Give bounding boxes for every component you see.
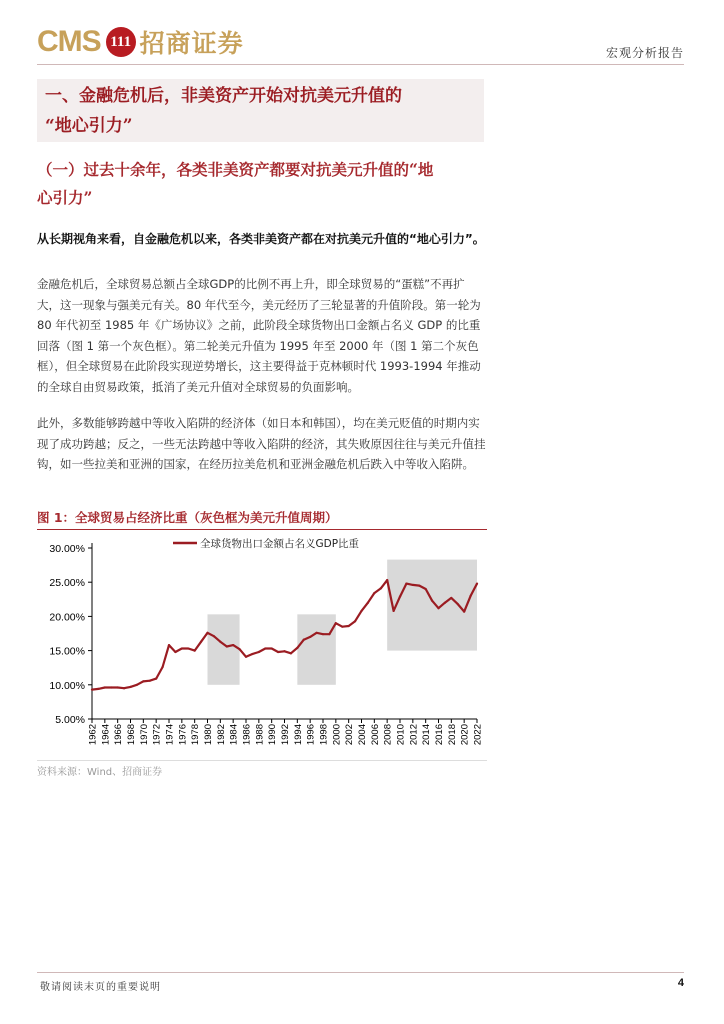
x-tick-label: 1962	[87, 724, 99, 746]
subsection-heading	[37, 156, 487, 212]
legend-label: 全球货物出口金额占名义GDP比重	[200, 538, 360, 550]
section-title-line2: “地心引力”	[45, 116, 133, 136]
data-point	[168, 644, 170, 646]
data-point	[418, 585, 420, 587]
x-tick-label: 1988	[254, 724, 266, 746]
data-point	[457, 603, 459, 605]
data-point	[200, 641, 202, 643]
data-point	[341, 626, 343, 628]
footer-disclaimer: 敬请阅读末页的重要说明	[40, 982, 161, 993]
data-point	[399, 595, 401, 597]
trade-share-line-chart	[37, 533, 487, 759]
x-tick-label: 1992	[280, 724, 291, 746]
data-point	[380, 587, 382, 589]
usd-appreciation-shade-2	[297, 614, 336, 684]
data-point	[149, 680, 151, 682]
logo-text: CMS	[37, 25, 101, 58]
data-point	[142, 680, 144, 682]
data-point	[296, 647, 298, 649]
data-point	[251, 653, 253, 655]
data-point	[174, 651, 176, 653]
data-point	[258, 651, 260, 653]
data-point	[360, 610, 362, 612]
data-point	[437, 607, 439, 609]
x-tick-label: 2018	[446, 724, 458, 746]
data-point	[328, 633, 330, 635]
data-point	[315, 632, 317, 634]
y-tick-label: 25.00%	[49, 577, 85, 590]
x-tick-label: 1990	[267, 724, 279, 746]
x-tick-label: 1966	[113, 724, 125, 746]
x-tick-label: 1994	[292, 724, 304, 746]
logo-company-name: 招商证券	[139, 29, 244, 58]
data-point	[206, 632, 208, 634]
footer-divider	[37, 972, 684, 973]
x-tick-label: 1986	[241, 724, 253, 746]
data-point	[97, 688, 99, 690]
data-point	[123, 687, 125, 689]
data-point	[264, 647, 266, 649]
data-point	[219, 641, 221, 643]
data-point	[161, 666, 163, 668]
data-point	[213, 635, 215, 637]
x-tick-label: 1964	[100, 724, 112, 746]
lead-sentence: 从长期视角来看，自金融危机以来，各类非美资产都在对抗美元升值的“地心引力”。	[37, 232, 485, 246]
subsection-title-line2: 心引力”	[37, 188, 93, 207]
y-tick-label: 30.00%	[49, 543, 85, 555]
x-tick-label: 2000	[331, 724, 343, 746]
figure-source: 资料来源：Wind、招商证券	[37, 760, 487, 778]
data-point	[187, 647, 189, 649]
x-tick-label: 2004	[357, 724, 368, 746]
data-point	[110, 686, 112, 688]
x-tick-label: 2022	[472, 724, 484, 746]
data-point	[226, 645, 228, 647]
data-point	[354, 620, 356, 622]
report-type: 宏观分析报告	[605, 46, 684, 60]
x-tick-label: 1998	[318, 724, 330, 746]
x-tick-label: 1984	[228, 724, 240, 746]
y-tick-label: 10.00%	[49, 679, 85, 692]
data-point	[476, 582, 478, 584]
x-tick-label: 2002	[344, 724, 356, 746]
data-point	[194, 650, 196, 652]
data-point	[290, 652, 292, 654]
y-tick-label: 20.00%	[49, 611, 85, 624]
data-point	[309, 636, 311, 638]
data-point	[91, 688, 93, 690]
x-tick-label: 2014	[421, 724, 433, 746]
data-point	[450, 597, 452, 599]
x-tick-label: 1968	[126, 724, 137, 746]
x-tick-label: 1972	[151, 724, 163, 746]
data-point	[425, 588, 427, 590]
data-point	[469, 595, 471, 597]
data-point	[271, 647, 273, 649]
x-tick-label: 2008	[382, 724, 394, 746]
header-divider	[37, 64, 684, 65]
data-point	[348, 625, 350, 627]
page-number: 4	[677, 977, 684, 989]
data-point	[283, 650, 285, 652]
data-point	[104, 686, 106, 688]
x-tick-label: 1976	[177, 724, 189, 746]
data-point	[335, 622, 337, 624]
data-point	[392, 610, 394, 612]
data-point	[303, 639, 305, 641]
x-tick-label: 1974	[164, 724, 176, 746]
data-point	[386, 579, 388, 581]
data-point	[431, 600, 433, 602]
x-tick-label: 2010	[395, 724, 407, 746]
data-point	[322, 633, 324, 635]
figure-title-rule	[37, 529, 487, 530]
x-tick-label: 2016	[434, 724, 445, 746]
body-paragraph-1: 金融危机后，全球贸易总额占全球GDP的比例不再上升，即全球贸易的“蛋糕”不再扩大，这一现象与强美元有关。80 年代至今，美元经历了三轮显著的升值阶段。第一轮为 80 年代初至 1985 年《广场协议》之前，此阶段全球货物出口金额占名义 GDP 的比重回落（图 1 第一个灰色框）。第二轮美元升值为 1995 年至 2000 年（图 1 第二个灰色框），但全球贸易在此阶段实现逆势增长，这主要得益于克林顿时代 1993-1994 年推动的全球自由贸易政策，抵消了美元升值对全球贸易的负面影响。	[37, 277, 481, 394]
data-point	[444, 602, 446, 604]
data-point	[463, 611, 465, 613]
x-tick-label: 1996	[305, 724, 317, 746]
data-point	[181, 647, 183, 649]
data-point	[405, 582, 407, 584]
x-tick-label: 2006	[369, 724, 381, 746]
body-paragraph-2: 此外，多数能够跨越中等收入陷阱的经济体（如日本和韩国），均在美元贬值的时期内实现了成功跨越；反之，一些无法跨越中等收入陷阱的经济，其失败原因往往与美元升值挂钩，如一些拉美和亚洲的国家，在经历拉美危机和亚洲金融危机后跌入中等收入陷阱。	[37, 416, 486, 471]
subsection-title-line1: （一）过去十余年，各类非美资产都要对抗美元升值的“地	[37, 160, 434, 179]
section-heading-box	[37, 79, 484, 142]
data-point	[232, 644, 234, 646]
x-tick-label: 1978	[190, 724, 202, 746]
usd-appreciation-shade-1	[208, 614, 240, 684]
cms-logo	[37, 24, 244, 60]
x-tick-label: 2012	[408, 724, 420, 746]
logo-seal-icon: 111	[106, 27, 136, 57]
data-point	[367, 602, 369, 604]
data-point	[245, 656, 247, 658]
data-point	[373, 592, 375, 594]
data-point	[155, 678, 157, 680]
data-point	[277, 651, 279, 653]
data-point	[129, 686, 131, 688]
x-tick-label: 1982	[215, 724, 227, 746]
x-tick-label: 1970	[138, 724, 150, 746]
data-point	[136, 684, 138, 686]
usd-appreciation-shade-3	[387, 560, 477, 651]
figure-title: 图 1：全球贸易占经济比重（灰色框为美元升值周期）	[37, 510, 338, 525]
section-title-line1: 一、金融危机后，非美资产开始对抗美元升值的	[45, 86, 402, 106]
y-tick-label: 15.00%	[49, 645, 85, 658]
data-point	[117, 686, 119, 688]
data-point	[412, 584, 414, 586]
data-point	[238, 648, 240, 650]
y-tick-label: 5.00%	[55, 714, 85, 726]
x-tick-label: 1980	[203, 724, 214, 746]
x-tick-label: 2020	[459, 724, 471, 746]
